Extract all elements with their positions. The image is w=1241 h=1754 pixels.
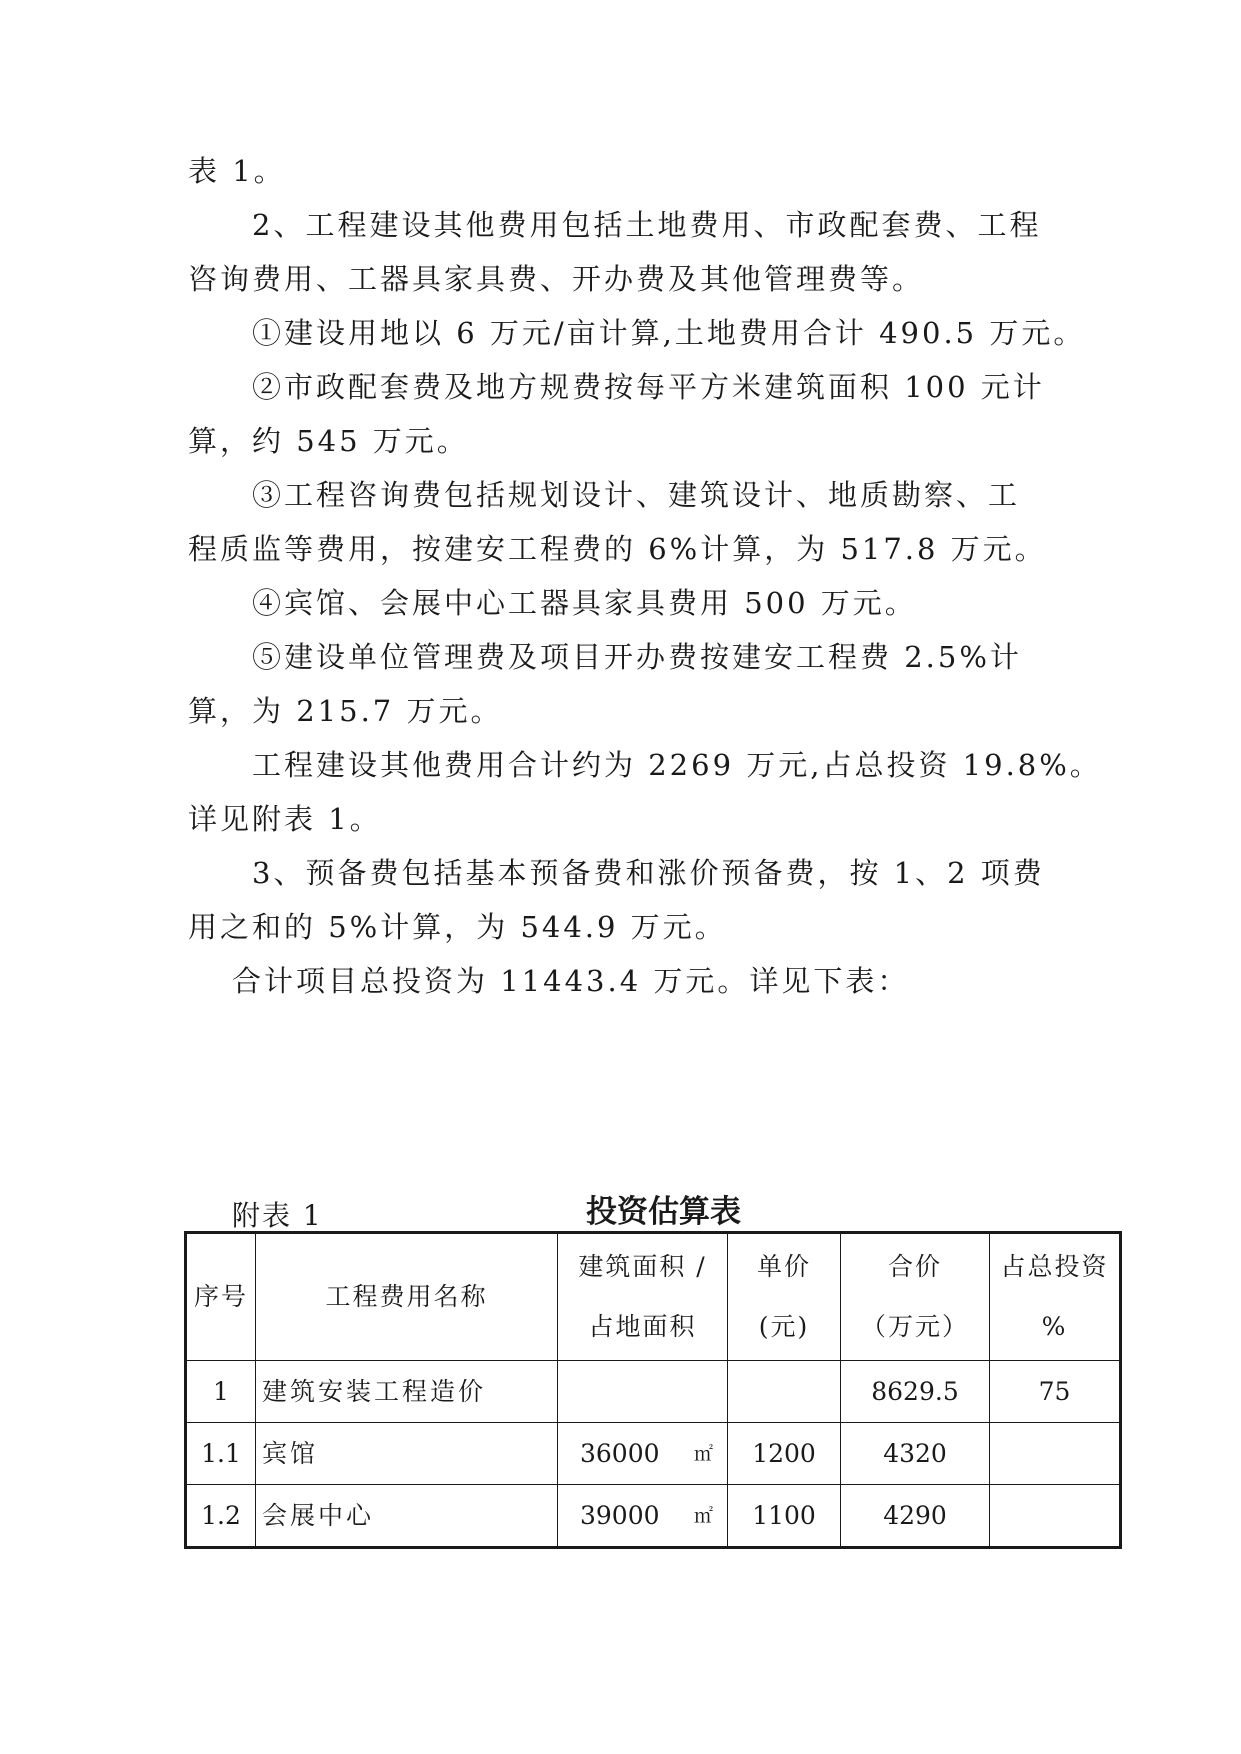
cell-area xyxy=(558,1485,728,1548)
cell-name: 宾馆 xyxy=(256,1423,558,1485)
cell-name: 会展中心 xyxy=(256,1485,558,1548)
cell-seq: 1 xyxy=(186,1361,256,1423)
cell-area xyxy=(558,1361,728,1423)
cell-share xyxy=(990,1423,1121,1485)
cell-price: 1100 xyxy=(728,1485,841,1548)
paragraph-line: ②市政配套费及地方规费按每平方米建筑面积 100 元计 xyxy=(252,370,1045,404)
header-price-line1: 单价 xyxy=(756,1252,811,1281)
investment-estimate-table xyxy=(184,1231,1122,1549)
header-area-line2: 占地面积 xyxy=(588,1312,697,1341)
header-price-line2: (元) xyxy=(758,1312,810,1341)
cell-area-unit: ㎡ xyxy=(693,1442,713,1465)
paragraph-line: ⑤建设单位管理费及项目开办费按建安工程费 2.5%计 xyxy=(252,640,1022,674)
header-area-line1: 建筑面积 / xyxy=(578,1252,707,1281)
cell-total: 8629.5 xyxy=(841,1361,990,1423)
header-seq: 序号 xyxy=(186,1233,256,1361)
cell-area-value: 36000 xyxy=(580,1438,660,1468)
header-share-line1: 占总投资 xyxy=(1000,1252,1109,1281)
cell-area-unit: ㎡ xyxy=(693,1504,713,1527)
paragraph-line: ④宾馆、会展中心工器具家具费用 500 万元。 xyxy=(252,586,917,620)
cell-seq: 1.1 xyxy=(186,1423,256,1485)
cell-name: 建筑安装工程造价 xyxy=(256,1361,558,1423)
header-area xyxy=(558,1233,728,1361)
paragraph-line: 咨询费用、工器具家具费、开办费及其他管理费等。 xyxy=(188,262,925,296)
table-row xyxy=(186,1361,1121,1423)
cell-area-value: 39000 xyxy=(580,1500,660,1530)
header-name: 工程费用名称 xyxy=(256,1233,558,1361)
paragraph-line: 用之和的 5%计算，为 544.9 万元。 xyxy=(188,910,727,944)
paragraph-line: 算，约 545 万元。 xyxy=(188,424,469,458)
header-share-line2: % xyxy=(1041,1312,1068,1341)
table-row xyxy=(186,1485,1121,1548)
paragraph-line: ③工程咨询费包括规划设计、建筑设计、地质勘察、工 xyxy=(252,478,1021,512)
paragraph-line: 3、预备费包括基本预备费和涨价预备费，按 1、2 项费 xyxy=(252,856,1045,890)
paragraph-line: 算，为 215.7 万元。 xyxy=(188,694,503,728)
header-total-line1: 合价 xyxy=(887,1252,942,1281)
table-row xyxy=(186,1423,1121,1485)
paragraph-line: 详见附表 1。 xyxy=(188,802,382,836)
paragraph-line: 合计项目总投资为 11443.4 万元。详见下表： xyxy=(232,964,910,998)
header-total xyxy=(841,1233,990,1361)
cell-area xyxy=(558,1423,728,1485)
table-header-row xyxy=(186,1233,1121,1361)
paragraph-line: 程质监等费用，按建安工程费的 6%计算，为 517.8 万元。 xyxy=(188,532,1047,566)
cell-total: 4320 xyxy=(841,1423,990,1485)
cell-total: 4290 xyxy=(841,1485,990,1548)
appendix-label: 附表 1 xyxy=(232,1199,323,1232)
cell-share: 75 xyxy=(990,1361,1121,1423)
header-total-line2: （万元） xyxy=(860,1312,969,1341)
paragraph-line: ①建设用地以 6 万元/亩计算,土地费用合计 490.5 万元。 xyxy=(252,316,1086,350)
paragraph-line: 2、工程建设其他费用包括土地费用、市政配套费、工程 xyxy=(252,208,1042,242)
header-share xyxy=(990,1233,1121,1361)
header-price xyxy=(728,1233,841,1361)
cell-seq: 1.2 xyxy=(186,1485,256,1548)
cell-share xyxy=(990,1485,1121,1548)
paragraph-line: 工程建设其他费用合计约为 2269 万元,占总投资 19.8%。 xyxy=(252,748,1102,782)
paragraph-line: 表 1。 xyxy=(188,154,286,188)
cell-price: 1200 xyxy=(728,1423,841,1485)
cell-price xyxy=(728,1361,841,1423)
table-title: 投资估算表 xyxy=(586,1194,741,1230)
